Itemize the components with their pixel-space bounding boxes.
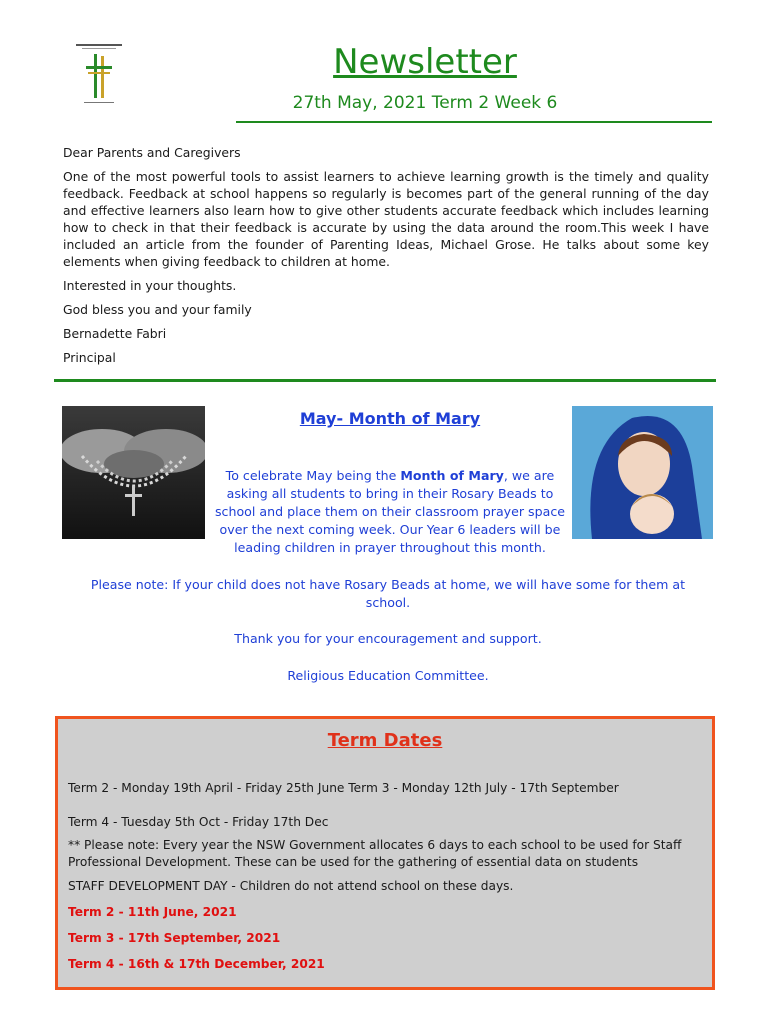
mary-heading: May- Month of Mary (299, 409, 481, 428)
letter-body: One of the most powerful tools to assist learners to achieve learning growth is the timely and quality feedback. Feedback at school happens so regularly is becomes part of the general running of the day and effective learners also learn how to give other students accurate feedback which includes learning how to check in that their feedback is accurate by using the data around the room.This week I have included an article from the founder of Parenting Ideas, Michael Grose. He talks about some key elements when giving feedback to children at home. (63, 169, 709, 269)
committee-signoff: Religious Education Committee. (287, 668, 489, 683)
staff-day-term4: Term 4 - 16th & 17th December, 2021 (68, 957, 325, 971)
letter-line-interested: Interested in your thoughts. (63, 278, 237, 293)
principal-letter (63, 144, 709, 373)
newsletter-date: 27th May, 2021 Term 2 Week 6 (292, 93, 558, 113)
month-of-mary-bold: Month of Mary (400, 468, 504, 483)
rosary-note: Please note: If your child does not have Rosary Beads at home, we will have some for them at school. (90, 577, 686, 610)
term-line-2-3: Term 2 - Monday 19th April - Friday 25th June Term 3 - Monday 12th July - 17th September (68, 781, 619, 795)
section-divider (54, 379, 716, 382)
mary-announcement: To celebrate May being the Month of Mary, we are asking all students to bring in their Rosary Beads to school and place them on their classroom prayer space over the next coming week. Our Year 6 leaders will be leading children in prayer throughout this month. (215, 468, 565, 555)
staff-day-term2: Term 2 - 11th June, 2021 (68, 905, 237, 919)
rosary-hands-image (62, 406, 205, 539)
header-divider (236, 121, 712, 123)
letter-role: Principal (63, 350, 116, 365)
term-dates-heading: Term Dates (327, 730, 443, 751)
staff-day-term3: Term 3 - 17th September, 2021 (68, 931, 281, 945)
letter-greeting: Dear Parents and Caregivers (63, 145, 241, 160)
newsletter-title: Newsletter (333, 42, 517, 82)
mary-and-child-image (572, 406, 713, 539)
staff-day-heading: STAFF DEVELOPMENT DAY - Children do not attend school on these days. (68, 879, 514, 893)
letter-line-blessing: God bless you and your family (63, 302, 252, 317)
letter-signature: Bernadette Fabri (63, 326, 167, 341)
term-line-4: Term 4 - Tuesday 5th Oct - Friday 17th Dec (68, 815, 329, 829)
mary-thanks: Thank you for your encouragement and support. (234, 631, 542, 646)
staff-pd-note: ** Please note: Every year the NSW Government allocates 6 days to each school to be used for Staff Professional Development. These can be used for the gathering of essential data on students (68, 838, 682, 869)
term-dates-content (68, 780, 698, 973)
school-logo (72, 42, 126, 108)
